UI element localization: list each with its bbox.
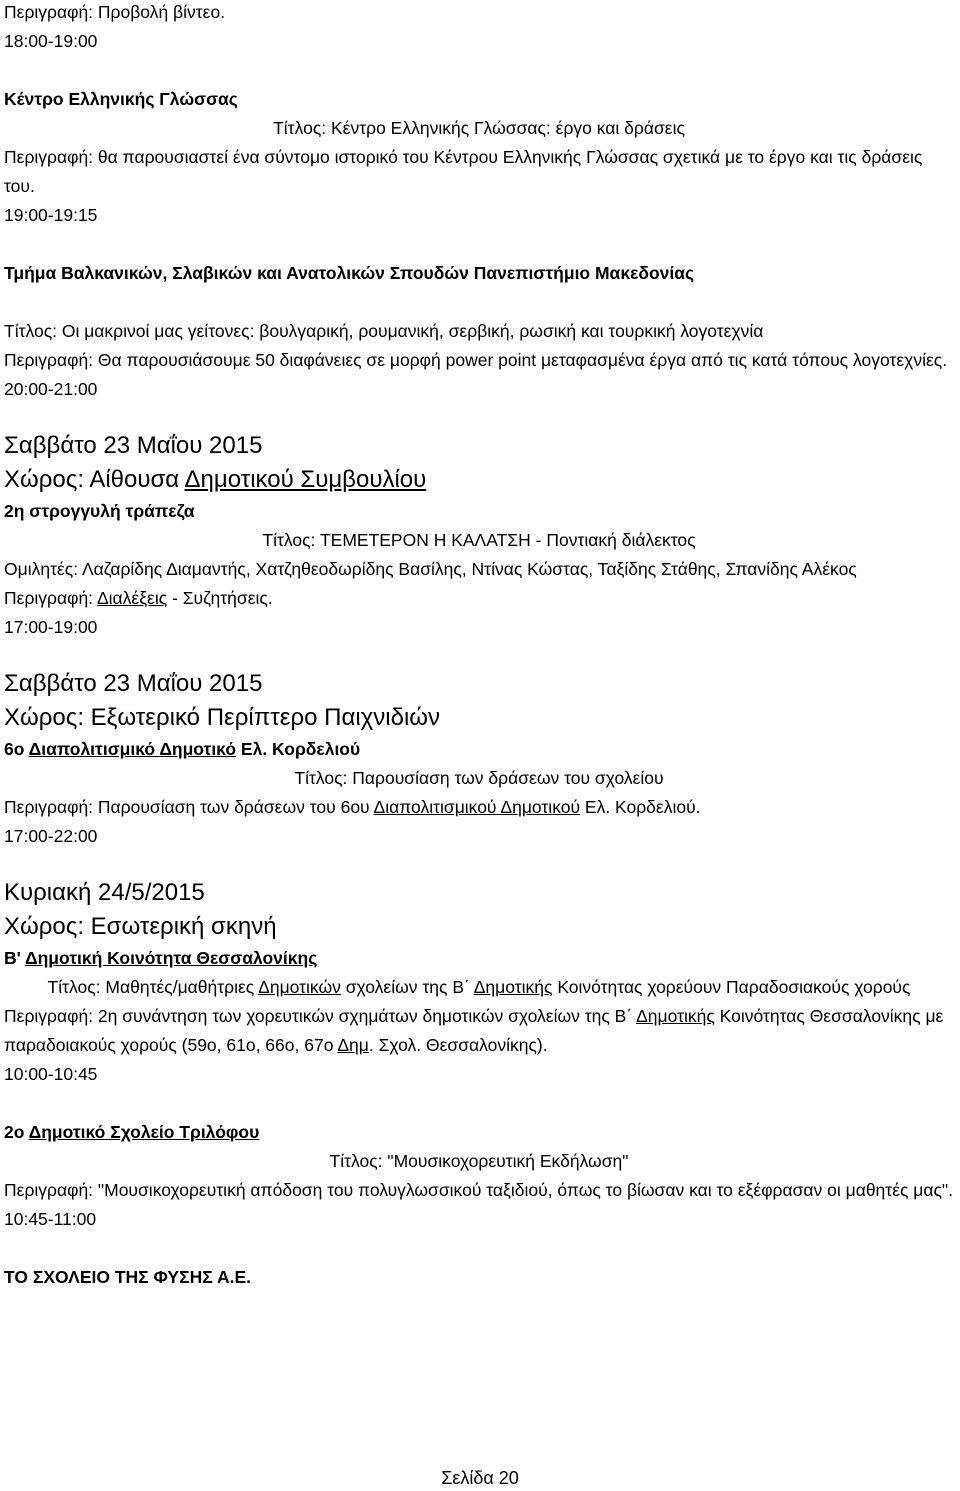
description-line: Περιγραφή: Παρουσίαση των δράσεων του 6ου Διαπολιτισμικού Δημοτικού Ελ. Κορδελιού. [4, 797, 701, 817]
spacer [4, 56, 954, 85]
date-heading: Σαββάτο 23 Μαΐου 2015 [4, 432, 263, 459]
spacer [4, 404, 954, 429]
time-slot: 18:00-19:00 [4, 31, 98, 51]
spacer [4, 1089, 954, 1118]
date-heading: Σαββάτο 23 Μαΐου 2015 [4, 670, 263, 697]
spacer [4, 642, 954, 667]
spacer [4, 230, 954, 259]
organizer-heading: Β' Δημοτική Κοινότητα Θεσσαλονίκης [4, 948, 318, 968]
organizer-heading: 6ο Διαπολιτισμικό Δημοτικό Ελ. Κορδελιού [4, 739, 361, 759]
document-page [4, 0, 954, 1292]
time-slot: 20:00-21:00 [4, 379, 98, 399]
spacer [4, 851, 954, 876]
time-slot: 10:45-11:00 [4, 1209, 97, 1229]
time-slot: 19:00-19:15 [4, 205, 98, 225]
description-line: Περιγραφή: 2η συνάντηση των χορευτικών σχημάτων δημοτικών σχολείων της Β΄ Δημοτικής Κοινότητας Θεσσαλονίκης με παραδοιακούς χορούς (59ο, 61ο, 66ο, 67ο Δημ. Σχολ. Θεσσαλονίκης). [4, 1006, 944, 1055]
description-line: Περιγραφή: θα παρουσιαστεί ένα σύντομο ιστορικό του Κέντρου Ελληνικής Γλώσσας σχετικά με το έργο και τις δράσεις του. [4, 147, 923, 196]
time-slot: 17:00-19:00 [4, 617, 98, 637]
description-line: Περιγραφή: Προβολή βίντεο. [4, 2, 226, 22]
description-line: Περιγραφή: Διαλέξεις - Συζητήσεις. [4, 588, 273, 608]
page-number: Σελίδα 20 [441, 1468, 519, 1488]
description-line: Περιγραφή: Θα παρουσιάσουμε 50 διαφάνειες σε μορφή power point μεταφασμένα έργα από τις κατά τόπους λογοτεχνίες. [4, 350, 948, 370]
description-line: Περιγραφή: "Μουσικοχορευτική απόδοση του πολυγλωσσικού ταξιδιού, όπως το βίωσαν και το εξέφρασαν οι μαθητές μας". [4, 1180, 954, 1200]
title-line: Τίτλος: Κέντρο Ελληνικής Γλώσσας: έργο και δράσεις [273, 118, 685, 138]
organizer-heading: Τμήμα Βαλκανικών, Σλαβικών και Ανατολικών Σπουδών Πανεπιστήμιο Μακεδονίας [4, 263, 695, 283]
organizer-heading: ΤΟ ΣΧΟΛΕΙΟ ΤΗΣ ΦΥΣΗΣ Α.Ε. [4, 1267, 251, 1287]
organizer-heading: 2η στρογγυλή τράπεζα [4, 501, 195, 521]
organizer-heading: Κέντρο Ελληνικής Γλώσσας [4, 89, 238, 109]
organizer-heading: 2ο Δημοτικό Σχολείο Τριλόφου [4, 1122, 260, 1142]
title-line: Τίτλος: Παρουσίαση των δράσεων του σχολείου [294, 768, 664, 788]
date-heading: Κυριακή 24/5/2015 [4, 879, 205, 906]
time-slot: 10:00-10:45 [4, 1064, 98, 1084]
time-slot: 17:00-22:00 [4, 826, 98, 846]
venue-heading: Χώρος: Εσωτερική σκηνή [4, 913, 277, 940]
title-line: Τίτλος: "Μουσικοχορευτική Εκδήλωση" [329, 1151, 629, 1171]
venue-heading: Χώρος: Αίθουσα Δημοτικού Συμβουλίου [4, 466, 427, 493]
title-line: Τίτλος: Οι μακρινοί μας γείτονες: βουλγαρική, ρουμανική, σερβική, ρωσική και τουρκική λογοτεχνία [4, 321, 764, 341]
spacer [4, 1234, 954, 1263]
title-line: Τίτλος: Μαθητές/μαθήτριες Δημοτικών σχολείων της Β΄ Δημοτικής Κοινότητας χορεύουν Παραδοσιακούς χορούς [47, 977, 911, 997]
title-line: Τίτλος: ΤΕΜΕΤΕΡΟΝ Η ΚΑΛΑΤΣΗ - Ποντιακή διάλεκτος [262, 530, 696, 550]
speakers-line: Ομιλητές: Λαζαρίδης Διαμαντής, Χατζηθεοδωρίδης Βασίλης, Ντίνας Κώστας, Ταξίδης Στάθης, Σπανίδης Αλέκος [4, 559, 857, 579]
venue-heading: Χώρος: Εξωτερικό Περίπτερο Παιχνιδιών [4, 704, 441, 731]
spacer [4, 288, 954, 317]
